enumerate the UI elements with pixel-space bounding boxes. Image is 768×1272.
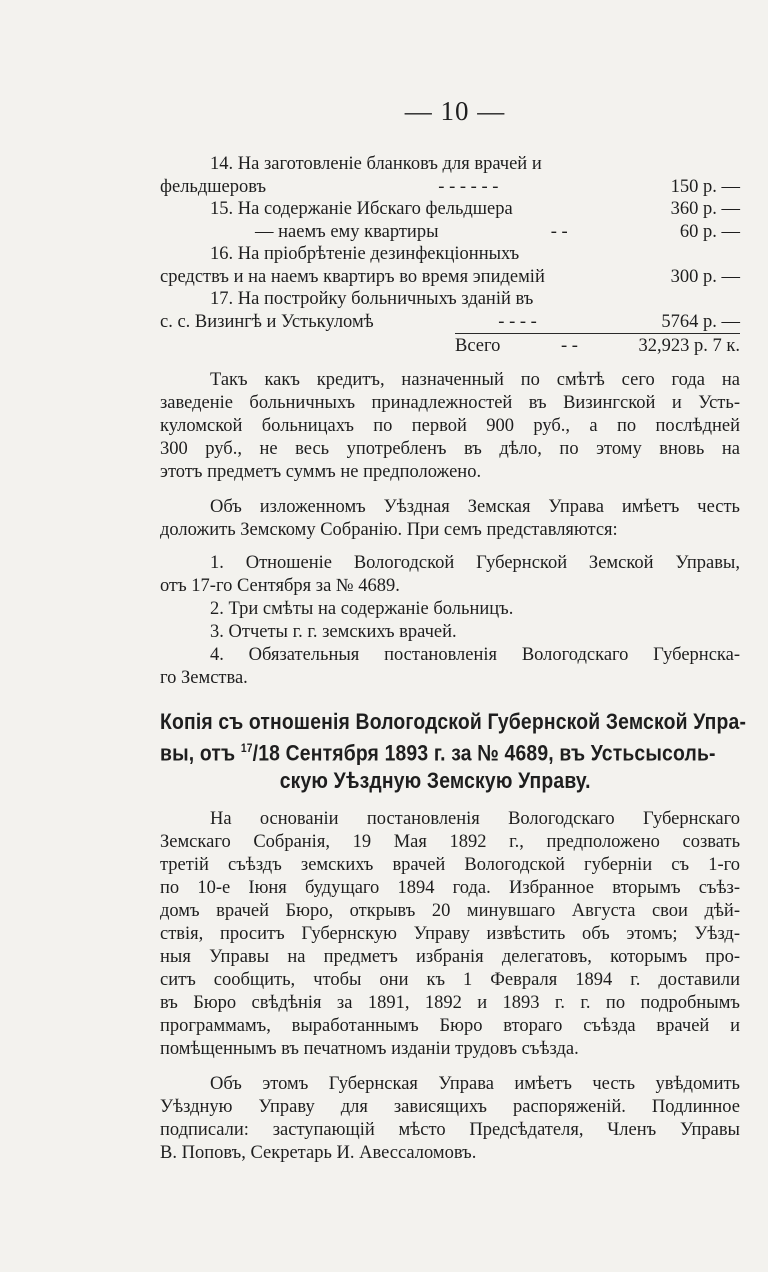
paragraph-congress — [160, 808, 740, 1061]
text-line: Такъ какъ кредитъ, назначенный по смѣтѣ сего года на — [210, 370, 740, 390]
budget-item-text: с. с. Визингѣ и Устькуломѣ — [160, 311, 374, 332]
list-item: 2. Три смѣты на содержаніе больницъ. — [210, 599, 514, 619]
text-line: ствія, проситъ Губернскую Управу извѣстить объ этомъ; Уѣзд- — [160, 923, 740, 944]
text-line: Земскаго Собранія, 19 Мая 1892 г., предположено созвать — [160, 831, 740, 852]
paragraph-notice — [160, 1073, 740, 1165]
text-line: въ Бюро свѣдѣнія за 1891, 1892 и 1893 г. г. по подробнымъ — [160, 992, 740, 1013]
date-superscript: 17 — [240, 741, 253, 755]
text-line: домъ врачей Бюро, открывъ 20 минувшаго Августа свои дѣй- — [160, 900, 740, 921]
total-amount: 32,923 р. 7 к. — [638, 336, 740, 356]
budget-amount: 360 р. — — [670, 199, 740, 219]
text-line: В. Поповъ, Секретарь И. Авессаломовъ. — [160, 1142, 477, 1163]
text-line: программамъ, выработаннымъ Бюро втораго съѣзда врачей и — [160, 1015, 740, 1036]
text-line: Уѣздную Управу для зависящихъ распоряженій. Подлинное — [160, 1096, 740, 1117]
list-item: 4. Обязательныя постановленія Вологодскаго Губернска- — [210, 645, 740, 665]
budget-item-16-line2 — [160, 266, 740, 289]
budget-item-text: 14. На заготовленіе бланковъ для врачей и — [210, 154, 542, 174]
budget-item-text: фельдшеровъ — [160, 176, 267, 197]
heading-line — [160, 735, 745, 767]
paragraph-report — [160, 496, 740, 542]
budget-item-text: 17. На постройку больничныхъ зданій въ — [210, 289, 534, 309]
section-heading — [160, 708, 745, 794]
budget-amount: 150 р. — — [670, 176, 740, 197]
budget-item-text: средствъ и на наемъ квартиръ во время эпидемій — [160, 266, 545, 287]
list-item: 1. Отношеніе Вологодской Губернской Земской Управы, — [210, 553, 740, 573]
text-line: Объ изложенномъ Уѣздная Земская Управа имѣетъ честь — [210, 497, 740, 517]
budget-item-text: 16. На пріобрѣтеніе дезинфекціонныхъ — [210, 244, 520, 264]
heading-text: вы, отъ — [160, 740, 241, 766]
list-item: го Земства. — [160, 668, 248, 688]
text-line: третій съѣздъ земскихъ врачей Вологодской губерніи съ 1-го — [160, 854, 740, 875]
budget-item-15-line1 — [160, 198, 740, 221]
heading-line: Копія съ отношенія Вологодской Губернской Земской Упра- — [160, 709, 747, 734]
leader-dashes: - - - - - - — [438, 176, 499, 197]
list-item: отъ 17-го Сентября за № 4689. — [160, 576, 400, 596]
budget-item-text: — наемъ ему квартиры — [255, 221, 439, 242]
budget-item-17-line2 — [160, 311, 740, 334]
budget-amount: 5764 р. — — [661, 311, 740, 332]
text-line: ситъ сообщить, чтобы они къ 1 Февраля 1894 г. доставили — [160, 969, 740, 990]
text-line: этотъ предметъ суммъ не предположено. — [160, 462, 482, 482]
budget-item-14-line1 — [160, 153, 740, 176]
budget-item-text: 15. На содержаніе Ибскаго фельдшера — [210, 199, 513, 219]
budget-total — [455, 333, 740, 357]
heading-line: скую Уѣздную Земскую Управу. — [279, 767, 591, 793]
budget-item-17-line1 — [160, 288, 740, 311]
budget-item-14-line2 — [160, 176, 740, 199]
budget-amount: 300 р. — — [670, 266, 740, 287]
text-line: Объ этомъ Губернская Управа имѣетъ честь увѣдомить — [210, 1073, 740, 1094]
list-item: 3. Отчеты г. г. земскихъ врачей. — [210, 622, 457, 642]
text-line: доложить Земскому Собранію. При семъ представляются: — [160, 520, 618, 540]
text-line: 300 руб., не весь употребленъ въ дѣло, по этому вновь на — [160, 439, 740, 459]
paragraph-credit — [160, 369, 740, 484]
page-content — [160, 96, 747, 1165]
leader-dashes: - - — [550, 221, 568, 242]
budget-item-15-line2 — [160, 221, 740, 244]
text-line: заведеніе больничныхъ принадлежностей въ Визингской и Усть- — [160, 393, 740, 413]
text-line: помѣщеннымъ въ печатномъ изданіи трудовъ съѣзда. — [160, 1038, 579, 1059]
attachments-list — [160, 552, 740, 690]
budget-item-16-line1 — [160, 243, 740, 266]
text-line: подписали: заступающій мѣсто Предсѣдателя, Членъ Управы — [160, 1119, 740, 1140]
text-line: по 10-е Іюня будущаго 1894 года. Избранное вторымъ съѣз- — [160, 877, 740, 898]
heading-text: /18 Сентября 1893 г. за № 4689, въ Устьсысоль- — [252, 740, 716, 766]
text-line: куломской больницахъ по первой 900 руб., а по послѣдней — [160, 416, 740, 436]
text-line: На основаніи постановленія Вологодскаго Губернскаго — [210, 808, 740, 829]
total-label: Всего — [455, 336, 501, 356]
text-line: ныя Управы на предметъ избранія делегатовъ, которымъ про- — [160, 946, 740, 967]
page-number: — 10 — — [404, 96, 506, 126]
budget-amount: 60 р. — — [679, 221, 740, 242]
leader-dashes: - - — [560, 336, 578, 356]
leader-dashes: - - - - — [498, 311, 537, 332]
